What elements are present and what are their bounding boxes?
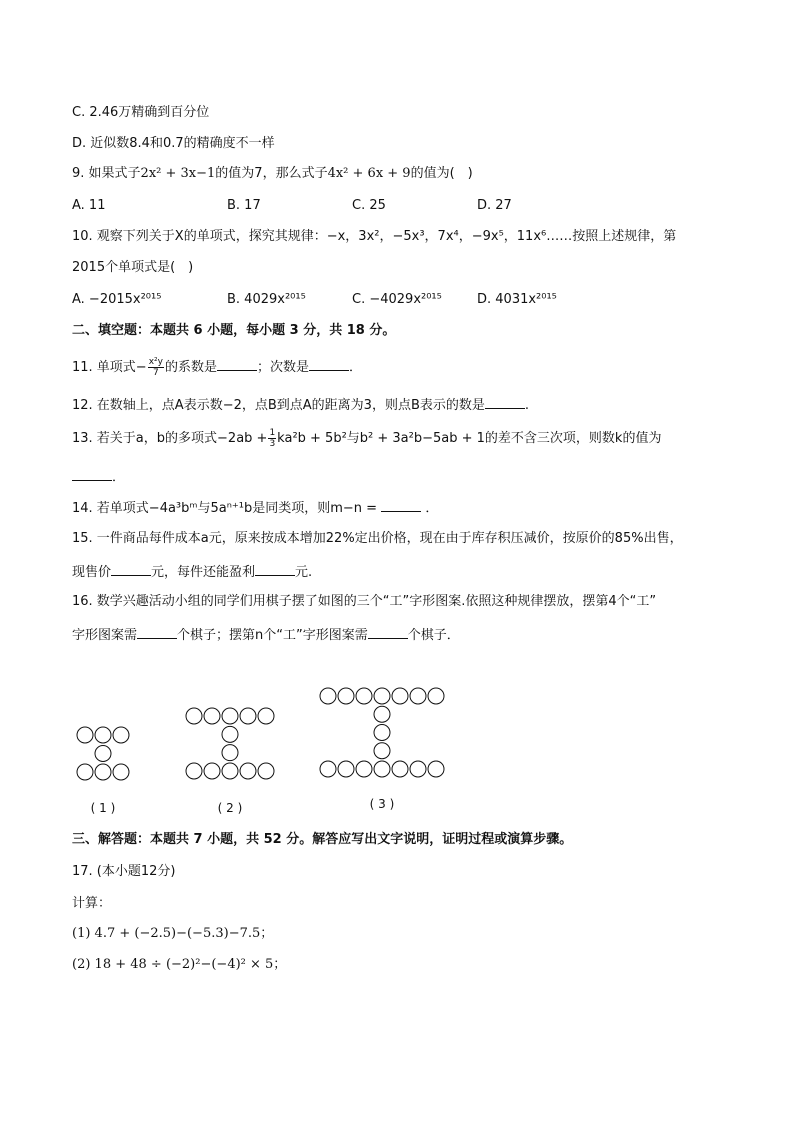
- chess-piece: [356, 761, 372, 777]
- q17-instruction: 计算：: [72, 896, 112, 911]
- q8-option-c: C. 2.46万精确到百分位: [72, 105, 210, 120]
- q11-pre: 11. 单项式−: [72, 360, 147, 375]
- q15-line2-b: 元，每件还能盈利: [151, 565, 256, 580]
- chess-piece: [240, 763, 256, 779]
- q10-option-b: B. 4029x²⁰¹⁵: [227, 292, 306, 307]
- q9-expr1: 2x² + 3x−1: [140, 166, 216, 181]
- figure-group: [77, 688, 444, 780]
- chess-piece: [95, 746, 111, 762]
- chess-piece: [374, 725, 390, 741]
- section2-title: 二、填空题：本题共 6 小题，每小题 3 分，共 18 分。: [72, 323, 396, 338]
- chess-piece: [428, 761, 444, 777]
- q17-part-1: (1) 4.7 + (−2.5)−(−5.3)−7.5；: [72, 926, 274, 941]
- q9-stem-c: 的值为( ): [410, 166, 473, 181]
- chess-piece: [392, 761, 408, 777]
- chess-piece: [113, 727, 129, 743]
- chess-piece: [113, 764, 129, 780]
- q9-option-d: D. 27: [477, 198, 512, 213]
- chess-piece: [222, 763, 238, 779]
- chess-piece: [240, 708, 256, 724]
- chess-piece: [410, 761, 426, 777]
- q17-head: 17. (本小题12分): [72, 864, 176, 879]
- q15-line1: 15. 一件商品每件成本a元，原来按成本增加22%定出价格，现在由于库存积压减价，按原价的85%出售，: [72, 531, 683, 546]
- figure-caption-1: ( 1 ): [90, 801, 116, 815]
- q13-post: ka²b + 5b²与b² + 3a²b−5ab + 1的差不含三次项，则数k的值为: [277, 431, 662, 446]
- chess-piece: [374, 706, 390, 722]
- q11-end: ．: [349, 360, 363, 375]
- chess-piece: [374, 688, 390, 704]
- q17-part-2: (2) 18 + 48 ÷ (−2)²−(−4)² × 5；: [72, 957, 287, 972]
- q9-option-a: A. 11: [72, 198, 106, 213]
- q16-line2-a: 字形图案需: [72, 628, 138, 643]
- q9-stem-a: 9. 如果式子: [72, 166, 141, 181]
- q14-text: 14. 若单项式−4a³bᵐ与5aⁿ⁺¹b是同类项，则m−n =: [72, 501, 378, 516]
- chess-piece: [428, 688, 444, 704]
- q11-mid: 的系数是: [164, 360, 217, 375]
- q9-option-b: B. 17: [227, 198, 261, 213]
- chess-piece: [374, 761, 390, 777]
- chess-piece: [95, 764, 111, 780]
- q13-end: ．: [112, 470, 126, 485]
- q16-line2-b: 个棋子；摆第n个“工”字形图案需: [177, 628, 368, 643]
- chess-piece: [338, 761, 354, 777]
- q16-line1: 16. 数学兴趣活动小组的同学们用棋子摆了如图的三个“工”字形图案.依照这种规律摆放，摆第4个“工”: [72, 594, 657, 609]
- chess-piece: [77, 764, 93, 780]
- q10-stem-line2: 2015个单项式是( ): [72, 260, 194, 275]
- chess-piece: [410, 688, 426, 704]
- section3-title: 三、解答题：本题共 7 小题，共 52 分。解答应写出文字说明，证明过程或演算步骤。: [72, 832, 573, 847]
- chess-piece: [338, 688, 354, 704]
- chess-piece: [204, 708, 220, 724]
- chess-piece: [186, 708, 202, 724]
- q10-option-c: C. −4029x²⁰¹⁵: [352, 292, 442, 307]
- chess-piece: [222, 726, 238, 742]
- q13-frac-num: 1: [269, 428, 276, 438]
- q10-stem-line1: 10. 观察下列关于X的单项式，探究其规律：−x，3x²，−5x³，7x⁴，−9x⁵，11x⁶……按照上述规律，第: [72, 229, 677, 244]
- chess-piece: [258, 763, 274, 779]
- chess-piece: [320, 761, 336, 777]
- chess-piece: [77, 727, 93, 743]
- chess-piece: [320, 688, 336, 704]
- q11-frac-den: 7: [152, 368, 159, 378]
- q9-option-c: C. 25: [352, 198, 386, 213]
- chess-piece: [222, 708, 238, 724]
- figure-caption-2: ( 2 ): [217, 801, 243, 815]
- q11-frac-num: x²y: [148, 357, 163, 367]
- q15-line2-c: 元.: [295, 565, 313, 580]
- q8-option-d: D. 近似数8.4和0.7的精确度不一样: [72, 136, 275, 151]
- q12-end: .: [524, 398, 530, 413]
- q9-stem-b: 的值为7，那么式子: [215, 166, 328, 181]
- chess-piece: [356, 688, 372, 704]
- figure-caption-3: ( 3 ): [369, 797, 395, 811]
- q14-end: ．: [425, 501, 439, 516]
- chess-piece: [258, 708, 274, 724]
- chess-piece: [392, 688, 408, 704]
- q16-line2-c: 个棋子．: [407, 628, 460, 643]
- q15-line2-a: 现售价: [72, 565, 112, 580]
- q10-option-a: A. −2015x²⁰¹⁵: [72, 292, 162, 307]
- chess-piece: [95, 727, 111, 743]
- q13-frac-den: 3: [269, 439, 276, 449]
- q13-pre: 13. 若关于a，b的多项式−2ab +: [72, 431, 268, 446]
- chess-piece: [222, 745, 238, 761]
- chess-piece: [204, 763, 220, 779]
- q11-mid2: ；次数是: [256, 360, 309, 375]
- q12-text: 12. 在数轴上，点A表示数−2，点B到点A的距离为3，则点B表示的数是: [72, 398, 485, 413]
- q9-expr2: 4x² + 6x + 9: [327, 166, 411, 181]
- chess-piece: [186, 763, 202, 779]
- chess-piece: [374, 743, 390, 759]
- q10-option-d: D. 4031x²⁰¹⁵: [477, 292, 557, 307]
